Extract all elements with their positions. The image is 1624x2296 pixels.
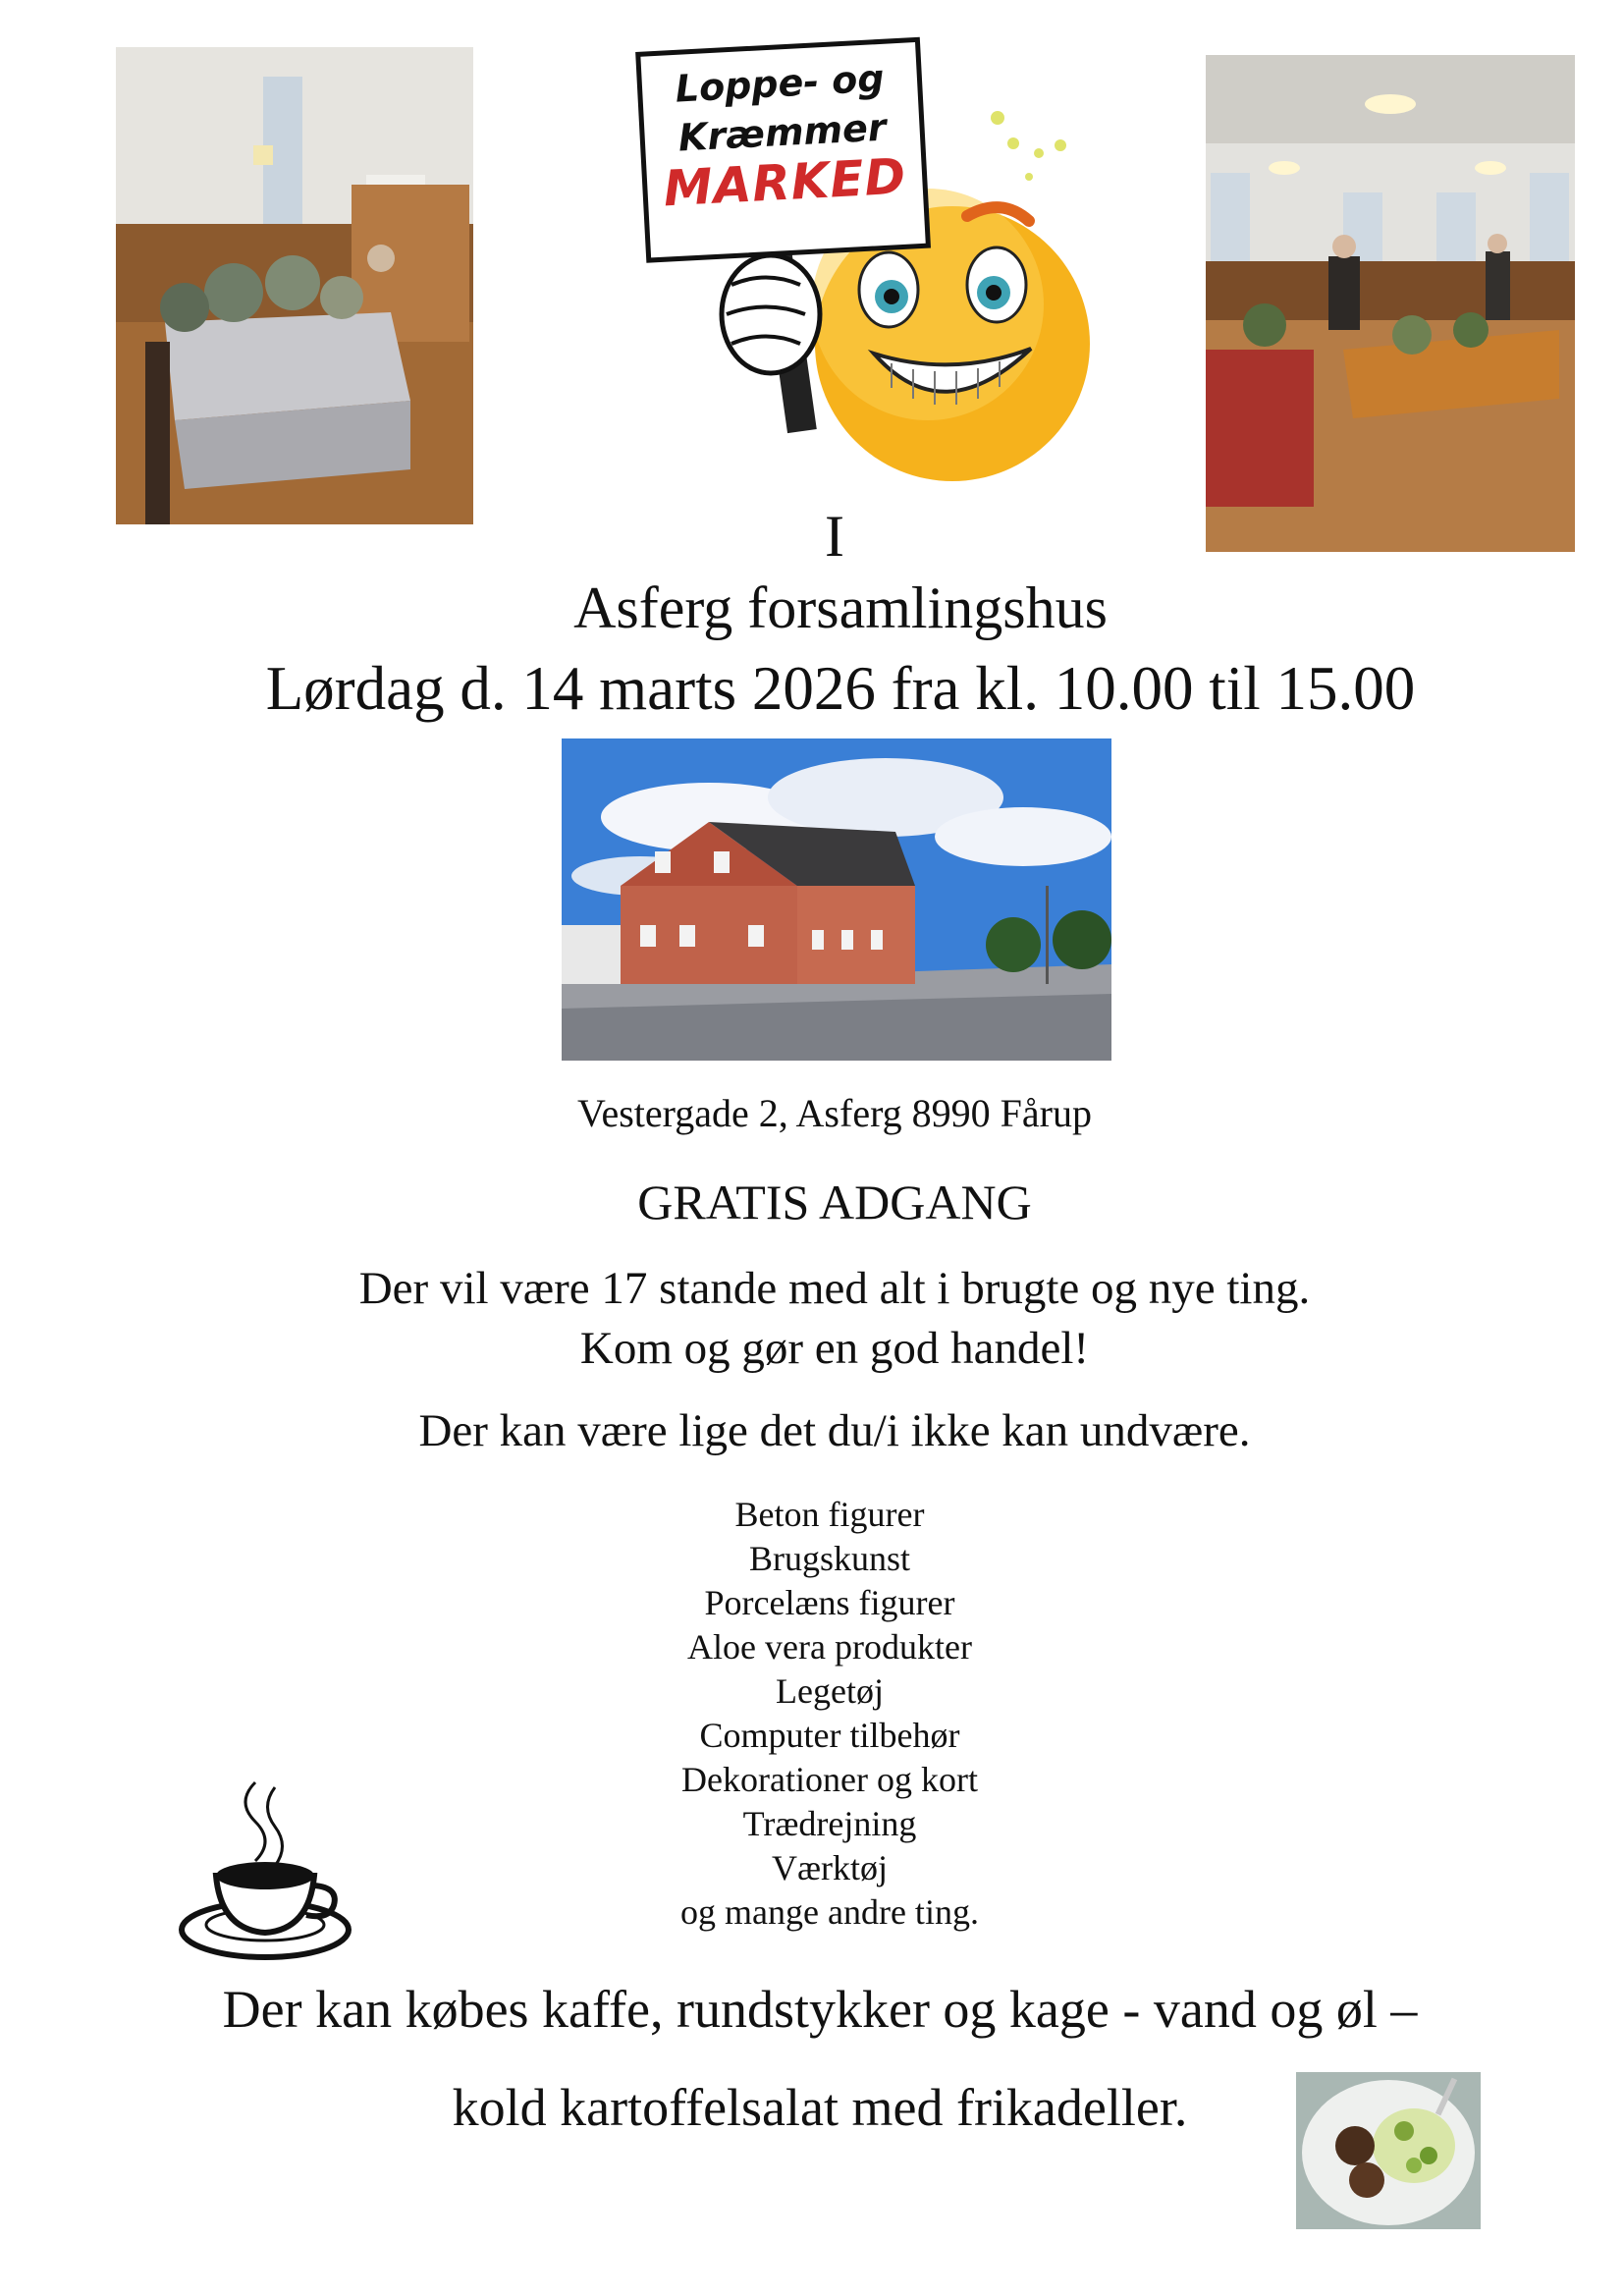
building-photo bbox=[562, 738, 1111, 1061]
list-item: Legetøj bbox=[776, 1671, 884, 1711]
list-item: Værktøj bbox=[771, 1848, 888, 1887]
market-sign-smiley bbox=[628, 20, 1100, 491]
sign-line-2: Kræmmer bbox=[677, 105, 888, 160]
coffee-cup-icon bbox=[177, 1768, 353, 1964]
list-item: Dekorationer og kort bbox=[681, 1760, 978, 1799]
food-plate-photo bbox=[1296, 2072, 1481, 2229]
hall-photo-right bbox=[1206, 55, 1575, 552]
date-line: Lørdag d. 14 marts 2026 fra kl. 10.00 til 15.00 bbox=[265, 654, 1416, 723]
refreshments-line-2: kold kartoffelsalat med frikadeller. bbox=[452, 2078, 1188, 2137]
sign-text bbox=[638, 37, 929, 258]
refreshments-line-1: Der kan købes kaffe, rundstykker og kage - vand og øl – bbox=[222, 1980, 1418, 2039]
list-item: Porcelæns figurer bbox=[704, 1583, 955, 1622]
sign-line-3: MARKED bbox=[662, 147, 908, 218]
address: Vestergade 2, Asferg 8990 Fårup bbox=[577, 1091, 1092, 1135]
hall-photo-left bbox=[116, 47, 473, 524]
list-item: og mange andre ting. bbox=[680, 1892, 979, 1932]
header-prefix: I bbox=[825, 504, 844, 569]
description-line-2: Kom og gør en god handel! bbox=[579, 1323, 1090, 1374]
venue-title: Asferg forsamlingshus bbox=[573, 575, 1108, 640]
description-line-1: Der vil være 17 stande med alt i brugte og nye ting. bbox=[358, 1263, 1311, 1314]
list-item: Computer tilbehør bbox=[699, 1716, 960, 1755]
sign-line-1: Loppe- og bbox=[674, 56, 886, 111]
list-item: Brugskunst bbox=[748, 1539, 911, 1578]
list-item: Beton figurer bbox=[734, 1495, 925, 1534]
list-item: Aloe vera produkter bbox=[687, 1627, 972, 1667]
admission: GRATIS ADGANG bbox=[637, 1175, 1032, 1230]
list-item: Trædrejning bbox=[742, 1804, 917, 1843]
description-line-3: Der kan være lige det du/i ikke kan undvære. bbox=[418, 1405, 1251, 1456]
